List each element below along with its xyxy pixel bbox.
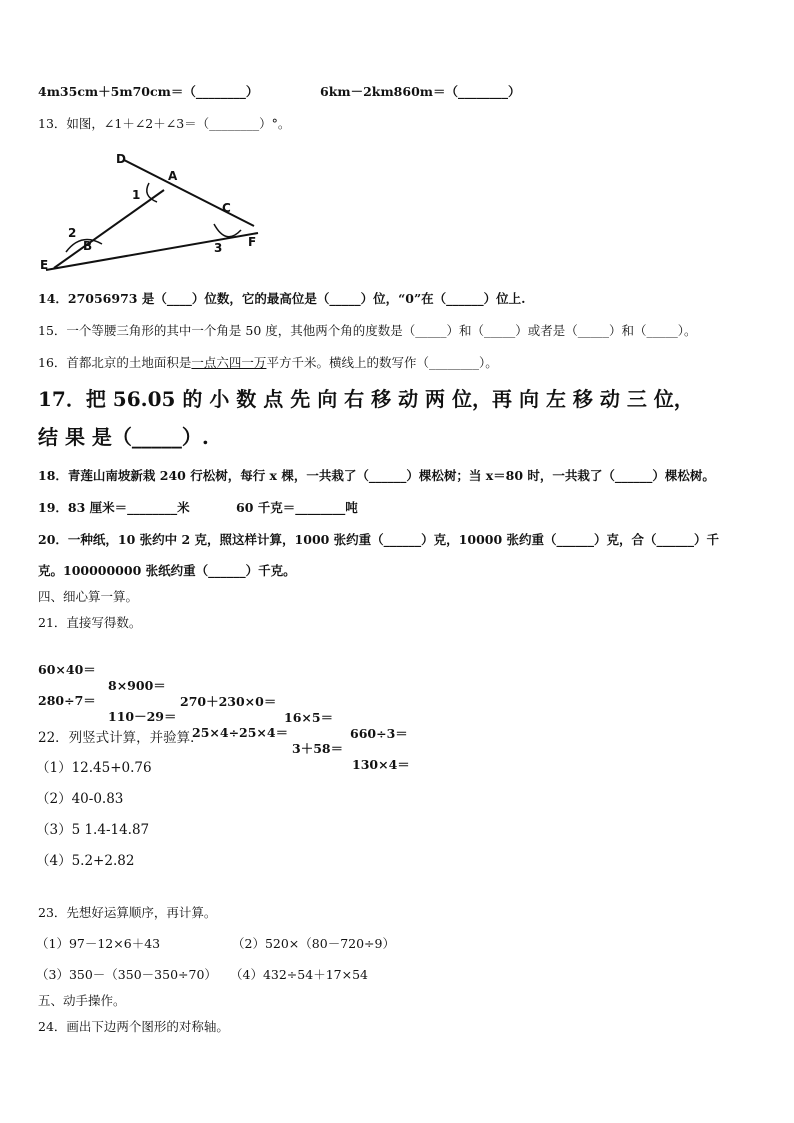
- q21-r1-c3: 270＋230×0＝: [180, 694, 277, 709]
- label-F: F: [248, 235, 257, 249]
- q17-line2: 结 果 是（_____）.: [38, 425, 209, 449]
- q21-r1-c2: 8×900＝: [108, 678, 166, 693]
- label-C: C: [222, 201, 231, 215]
- q16-before: 16．首都北京的土地面积是: [38, 355, 192, 370]
- label-angle-3: 3: [214, 241, 223, 255]
- label-angle-1: 1: [132, 188, 141, 202]
- line-DC: [124, 160, 254, 226]
- label-D: D: [116, 152, 126, 166]
- q22-item-3: （3）5 1.4-14.87: [36, 822, 150, 838]
- section4-title: 四、细心算一算。: [38, 589, 139, 604]
- q21-r2-c4: 3＋58＝: [292, 741, 344, 756]
- label-angle-2: 2: [68, 226, 77, 240]
- q24-text: 24．画出下边两个图形的对称轴。: [38, 1019, 229, 1034]
- angle-figure: [36, 148, 276, 278]
- q21-r2-c3: 25×4÷25×4＝: [192, 725, 289, 740]
- q20-line2: 克。100000000 张纸约重（______）千克。: [38, 563, 296, 578]
- q23-title: 23．先想好运算顺序，再计算。: [38, 905, 217, 920]
- q12-left: 4m35cm＋5m70cm＝（________）: [38, 84, 259, 99]
- q16-underlined: 一点六四一万: [191, 355, 267, 370]
- q22-item-1: （1）12.45+0.76: [36, 760, 152, 776]
- q15-text: 15．一个等腰三角形的其中一个角是 50 度，其他两个角的度数是（_____）和（_____）或者是（_____）和（_____）。: [38, 323, 697, 338]
- label-B: B: [83, 239, 93, 253]
- q23-item-1: （1）97－12×6＋43: [36, 936, 161, 951]
- q18-text: 18．青莲山南坡新栽 240 行松树，每行 x 棵，一共栽了（______）棵松树；当 x＝80 时，一共栽了（______）棵松树。: [38, 468, 715, 483]
- q23-item-4: （4）432÷54＋17×54: [230, 967, 368, 982]
- q21-r1-c5: 660÷3＝: [350, 726, 408, 741]
- q16-text: [38, 355, 498, 371]
- angle-1-arc: [147, 183, 157, 202]
- label-A: A: [168, 169, 178, 183]
- q13-text: 13．如图，∠1＋∠2＋∠3＝（________）°。: [38, 116, 291, 131]
- q22-title: 22．列竖式计算，并验算．: [38, 730, 204, 746]
- q14-text: 14．27056973 是（____）位数，它的最高位是（_____）位，“0”在（______）位上.: [38, 291, 526, 306]
- q21-title: 21．直接写得数。: [38, 615, 142, 630]
- q23-item-2: （2）520×（80－720÷9）: [232, 936, 395, 951]
- q21-r1-c1: 60×40＝: [38, 662, 96, 677]
- q17-line1: 17．把 56.05 的 小 数 点 先 向 右 移 动 两 位，再 向 左 移 动 三 位，: [38, 387, 694, 411]
- q21-r1-c4: 16×5＝: [284, 710, 334, 725]
- label-E: E: [40, 258, 49, 272]
- q16-after: 平方千米。横线上的数写作（________）。: [266, 355, 498, 370]
- q21-r2-c1: 280÷7＝: [38, 693, 96, 708]
- q12-right: 6km－2km860m＝（________）: [320, 84, 521, 99]
- q22-item-2: （2）40-0.83: [36, 791, 124, 807]
- q21-r2-c2: 110－29＝: [108, 709, 177, 724]
- q20-line1: 20．一种纸，10 张约中 2 克，照这样计算，1000 张约重（______）克，10000 张约重（______）克，合（______）千: [38, 532, 720, 547]
- q19-right: 60 千克＝________吨: [236, 500, 358, 515]
- section5-title: 五、动手操作。: [38, 993, 126, 1008]
- angle-3-arc: [214, 224, 241, 237]
- q23-item-3: （3）350－（350－350÷70）: [36, 967, 217, 982]
- q22-item-4: （4）5.2+2.82: [36, 853, 135, 869]
- q21-r2-c5: 130×4＝: [352, 757, 410, 772]
- q19-left: 19．83 厘米＝________米: [38, 500, 190, 515]
